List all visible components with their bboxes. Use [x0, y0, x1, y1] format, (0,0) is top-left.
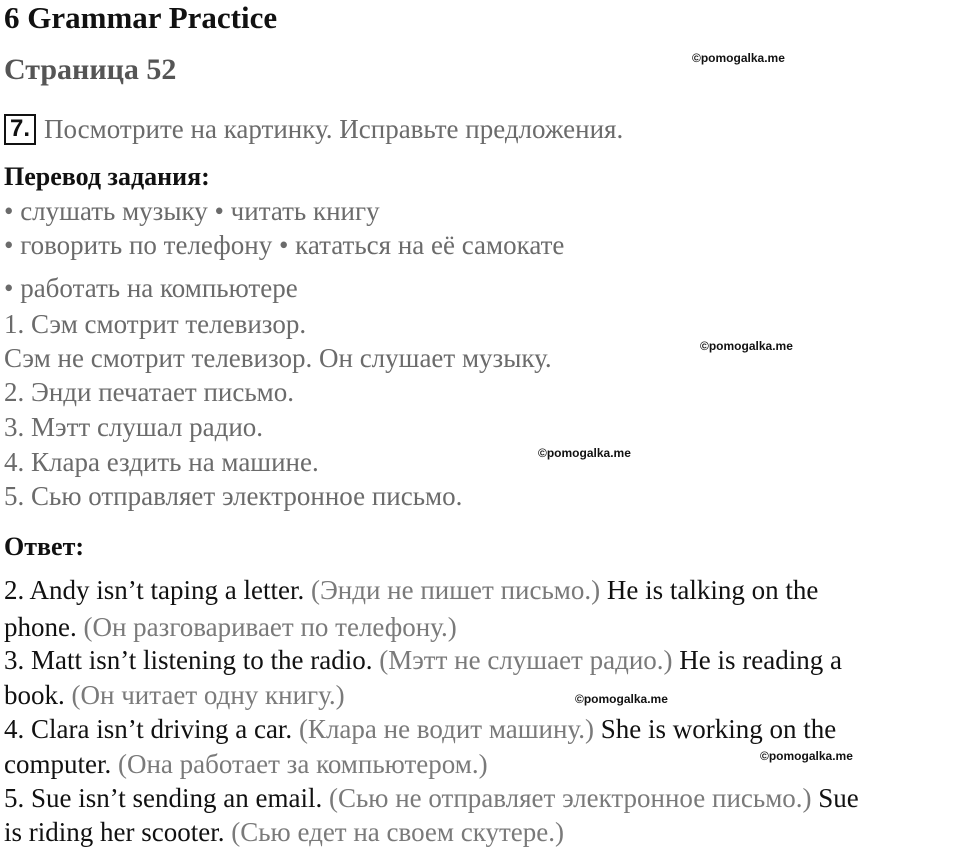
- translation-heading: Перевод задания:: [4, 162, 210, 191]
- answer-line: 5. Sue isn’t sending an email. (Сью не отправляет электронное письмо.) Sue: [4, 783, 859, 813]
- watermark: ©pomogalka.me: [575, 692, 668, 706]
- answer-line: 4. Clara isn’t driving a car. (Клара не водит машину.) She is working on the: [4, 714, 837, 744]
- translation-line: 4. Клара ездить на машине.: [4, 447, 319, 477]
- translation-line: 1. Сэм смотрит телевизор.: [4, 309, 307, 339]
- answer-heading: Ответ:: [4, 532, 85, 561]
- translation-line: 3. Мэтт слушал радио.: [4, 412, 264, 442]
- translation-line: 2. Энди печатает письмо.: [4, 377, 295, 407]
- watermark: ©pomogalka.me: [700, 339, 793, 353]
- answer-line: phone. (Он разговаривает по телефону.): [4, 612, 457, 642]
- answer-line: computer. (Она работает за компьютером.): [4, 749, 488, 779]
- translation-line: Сэм не смотрит телевизор. Он слушает музыку.: [4, 343, 552, 373]
- task-number-box: 7.: [4, 114, 36, 145]
- answer-line: is riding her scooter. (Сью едет на своем скутере.): [4, 817, 564, 847]
- answer-line: book. (Он читает одну книгу.): [4, 680, 345, 710]
- task-instruction: Посмотрите на картинку. Исправьте предложения.: [44, 114, 624, 144]
- watermark: ©pomogalka.me: [760, 749, 853, 763]
- answer-line: 3. Matt isn’t listening to the radio. (Мэтт не слушает радио.) He is reading a: [4, 645, 842, 675]
- translation-line: 5. Сью отправляет электронное письмо.: [4, 481, 463, 511]
- translation-line: • слушать музыку • читать книгу: [4, 196, 380, 226]
- task-line: [4, 114, 623, 145]
- watermark: ©pomogalka.me: [692, 51, 785, 65]
- page-number-label: Страница 52: [4, 53, 177, 86]
- document-title: 6 Grammar Practice: [4, 0, 278, 35]
- translation-line: • работать на компьютере: [4, 273, 298, 303]
- watermark: ©pomogalka.me: [538, 446, 631, 460]
- translation-line: • говорить по телефону • кататься на её самокате: [4, 230, 565, 260]
- answer-line: 2. Andy isn’t taping a letter. (Энди не пишет письмо.) He is talking on the: [4, 575, 819, 605]
